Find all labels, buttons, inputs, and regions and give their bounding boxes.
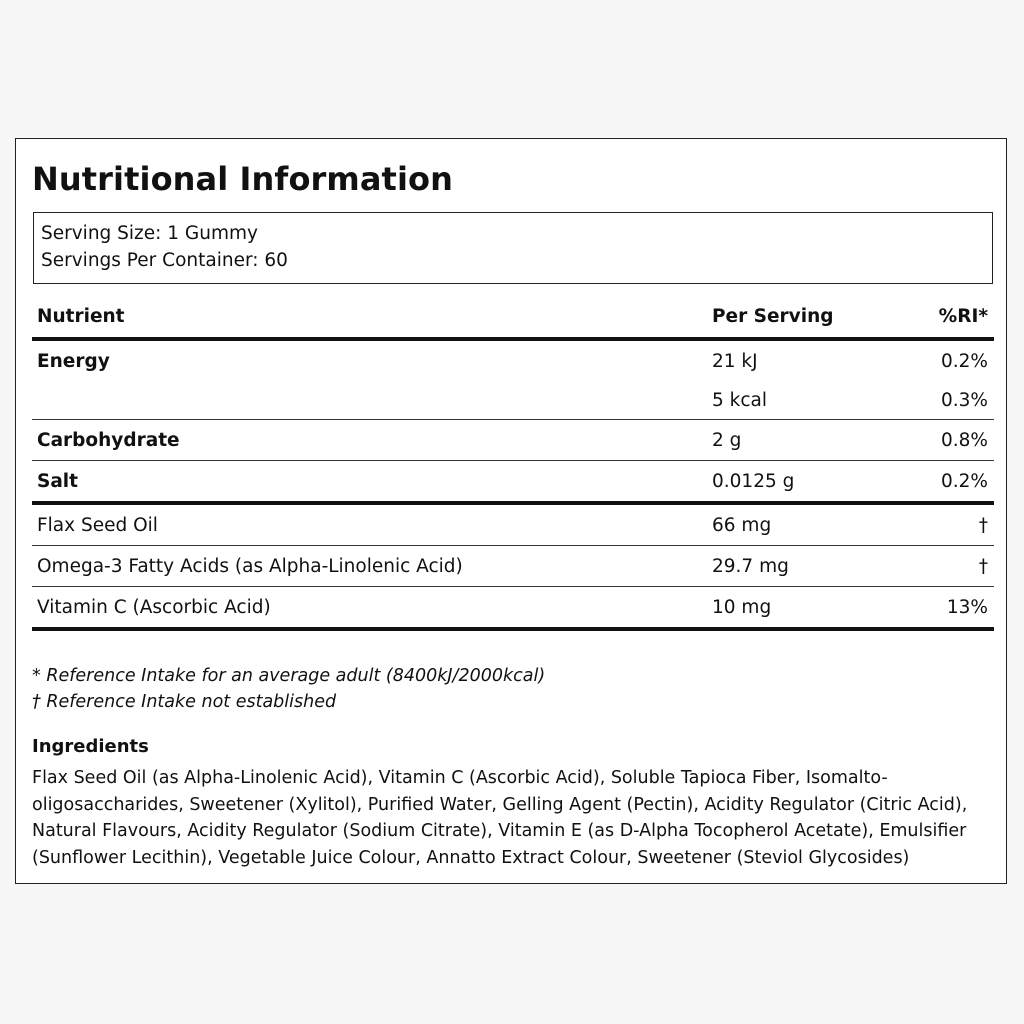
nutrient-ri: 0.2%: [941, 350, 988, 372]
table-row-energy-kcal: [32, 381, 994, 419]
nutrient-value: 2 g: [712, 429, 742, 451]
nutrition-panel: [15, 138, 1007, 884]
nutrient-name: Carbohydrate: [37, 429, 180, 451]
nutrient-ri: †: [978, 514, 988, 536]
nutrient-ri: †: [978, 555, 988, 577]
serving-size: Serving Size: 1 Gummy: [41, 223, 258, 244]
divider-thick: [32, 627, 994, 631]
nutrient-ri: 0.3%: [941, 389, 988, 411]
table-header-row: [32, 295, 994, 337]
serving-info-box: [33, 212, 993, 284]
nutrient-ri: 13%: [946, 596, 988, 618]
nutrient-value: 66 mg: [712, 514, 772, 536]
nutrient-value: 0.0125 g: [712, 470, 795, 492]
ingredients-list: Flax Seed Oil (as Alpha-Linolenic Acid), Vitamin C (Ascorbic Acid), Soluble Tapioca Fiber, Isomalto-oligosaccharides, Sweetener (Xylitol), Purified Water, Gelling Agent (Pectin), Acidity Regulator (Citric Acid), Natural Flavours, Acidity Regulator (Sodium Citrate), Vitamin E (as D-Alpha Tocopherol Acetate), Emulsifier (Sunflower Lecithin), Vegetable Juice Colour, Annatto Extract Colour, Sweetener (Steviol Glycosides): [32, 768, 968, 868]
nutrient-name: Energy: [37, 350, 110, 372]
nutrient-value: 5 kcal: [712, 389, 768, 411]
nutrient-ri: 0.2%: [941, 470, 988, 492]
table-row-omega-3: [32, 546, 994, 586]
nutrient-name: Flax Seed Oil: [37, 514, 158, 536]
table-row-vitamin-c: [32, 587, 994, 627]
ingredients-heading: Ingredients: [32, 736, 149, 757]
table-row-carbohydrate: [32, 420, 994, 460]
header-ri: %RI*: [938, 305, 988, 327]
nutrient-ri: 0.8%: [941, 429, 988, 451]
nutrient-value: 29.7 mg: [712, 555, 789, 577]
nutrient-value: 10 mg: [712, 596, 772, 618]
nutrient-table: [32, 295, 994, 631]
header-nutrient: Nutrient: [37, 305, 125, 327]
footnote-not-established: † Reference Intake not established: [32, 692, 337, 712]
nutrient-value: 21 kJ: [712, 350, 758, 372]
panel-title: Nutritional Information: [32, 160, 453, 198]
nutrient-name: Omega-3 Fatty Acids (as Alpha-Linolenic Acid): [37, 555, 463, 577]
nutrient-name: Vitamin C (Ascorbic Acid): [37, 596, 271, 618]
table-row-energy-kj: [32, 341, 994, 381]
header-per-serving: Per Serving: [712, 305, 834, 327]
footnotes: [32, 663, 545, 715]
table-row-flax-seed-oil: [32, 505, 994, 545]
servings-per-container: Servings Per Container: 60: [41, 250, 288, 271]
table-row-salt: [32, 461, 994, 501]
nutrient-name: Salt: [37, 470, 78, 492]
footnote-reference-intake: * Reference Intake for an average adult (8400kJ/2000kcal): [32, 666, 546, 686]
